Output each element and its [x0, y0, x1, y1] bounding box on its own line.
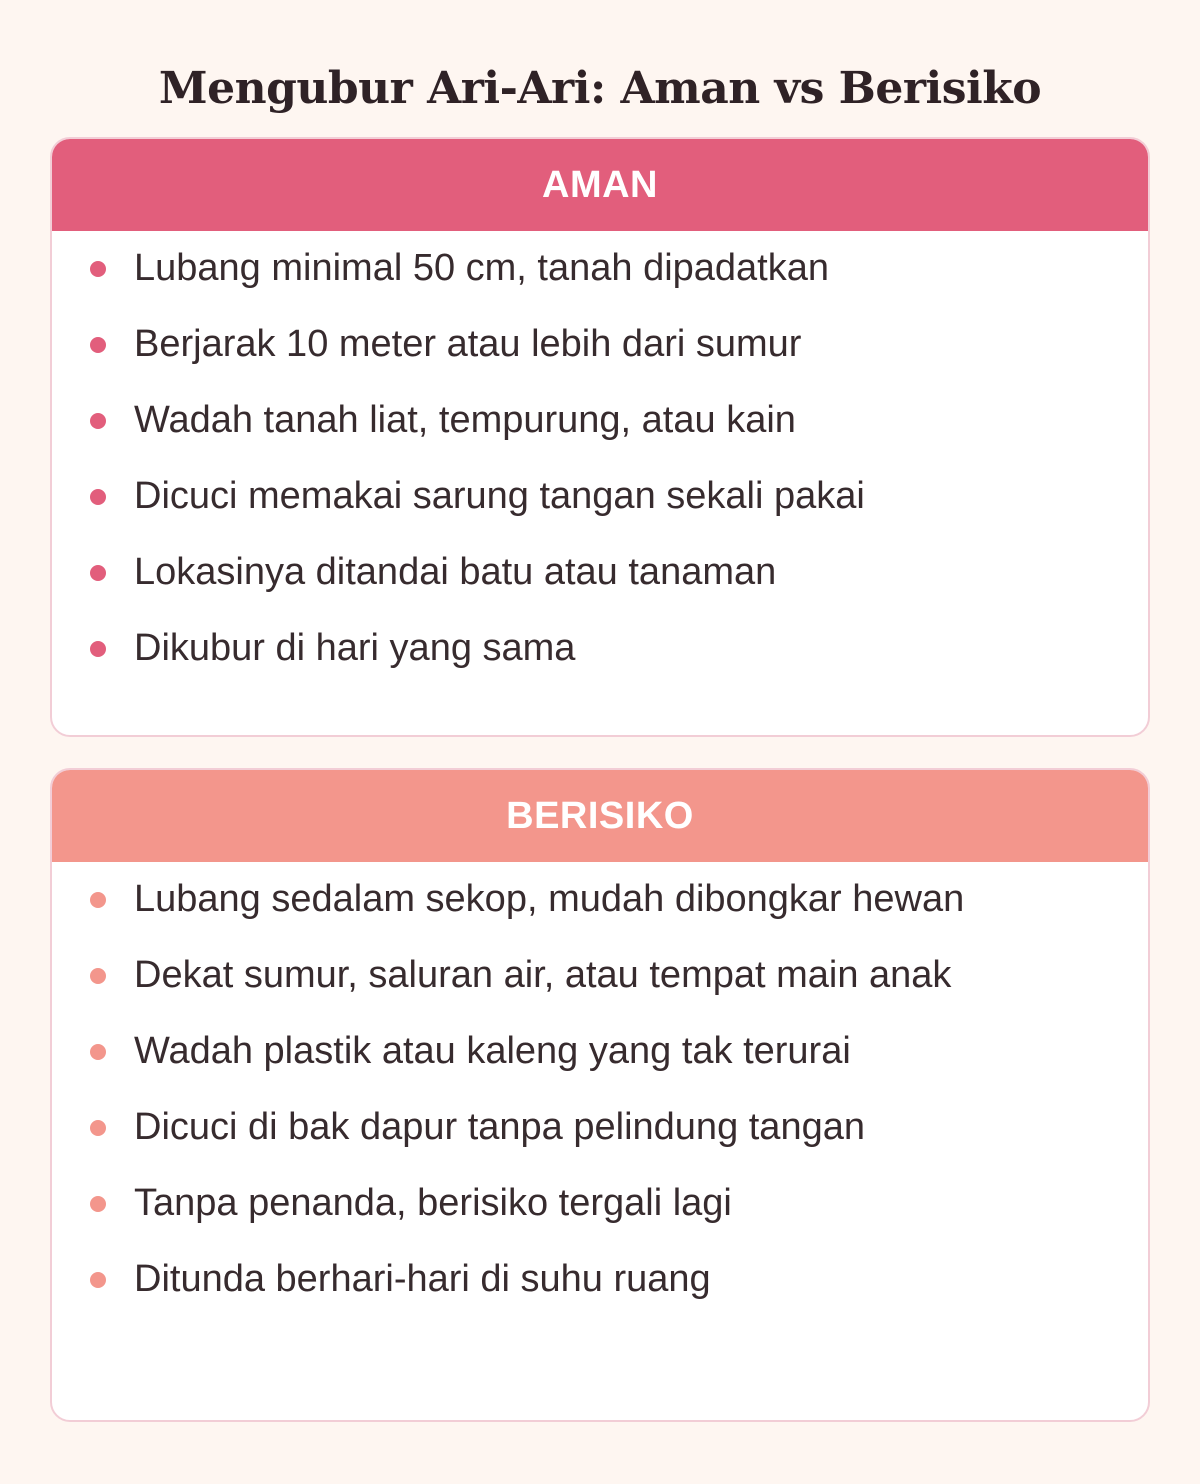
risk-card: [50, 768, 1150, 1422]
list-item: [52, 317, 1148, 371]
bullet-icon: [90, 892, 106, 908]
list-item: [52, 1176, 1148, 1230]
list-item: [52, 872, 1148, 926]
safe-card-heading: AMAN: [542, 163, 658, 206]
list-item: [52, 241, 1148, 295]
safe-list: [52, 231, 1148, 675]
list-item-text: Lubang minimal 50 cm, tanah dipadatkan: [134, 247, 830, 289]
list-item-text: Wadah plastik atau kaleng yang tak terurai: [134, 1030, 851, 1072]
list-item-text: Ditunda berhari-hari di suhu ruang: [134, 1258, 711, 1300]
list-item: [52, 393, 1148, 447]
safe-card-header: [52, 139, 1148, 231]
risk-card-header: [52, 770, 1148, 862]
list-item-text: Berjarak 10 meter atau lebih dari sumur: [134, 323, 802, 365]
list-item: [52, 1024, 1148, 1078]
list-item-text: Wadah tanah liat, tempurung, atau kain: [134, 399, 796, 441]
list-item-text: Dicuci di bak dapur tanpa pelindung tangan: [134, 1106, 865, 1148]
list-item-text: Tanpa penanda, berisiko tergali lagi: [134, 1182, 732, 1224]
bullet-icon: [90, 337, 106, 353]
list-item-text: Dekat sumur, saluran air, atau tempat main anak: [134, 954, 952, 996]
list-item: [52, 545, 1148, 599]
bullet-icon: [90, 641, 106, 657]
bullet-icon: [90, 489, 106, 505]
list-item: [52, 1100, 1148, 1154]
page-title: Mengubur Ari-Ari: Aman vs Berisiko: [158, 63, 1042, 115]
bullet-icon: [90, 261, 106, 277]
risk-list: [52, 862, 1148, 1306]
list-item: [52, 1252, 1148, 1306]
bullet-icon: [90, 1120, 106, 1136]
bullet-icon: [90, 565, 106, 581]
list-item-text: Lokasinya ditandai batu atau tanaman: [134, 551, 777, 593]
bullet-icon: [90, 413, 106, 429]
list-item: [52, 469, 1148, 523]
list-item-text: Dikubur di hari yang sama: [134, 627, 576, 669]
risk-card-heading: BERISIKO: [506, 794, 694, 837]
bullet-icon: [90, 968, 106, 984]
bullet-icon: [90, 1272, 106, 1288]
bullet-icon: [90, 1196, 106, 1212]
list-item: [52, 621, 1148, 675]
safe-card: [50, 137, 1150, 737]
list-item-text: Dicuci memakai sarung tangan sekali pakai: [134, 475, 865, 517]
bullet-icon: [90, 1044, 106, 1060]
list-item: [52, 948, 1034, 1002]
list-item-text: Lubang sedalam sekop, mudah dibongkar hewan: [134, 878, 965, 920]
